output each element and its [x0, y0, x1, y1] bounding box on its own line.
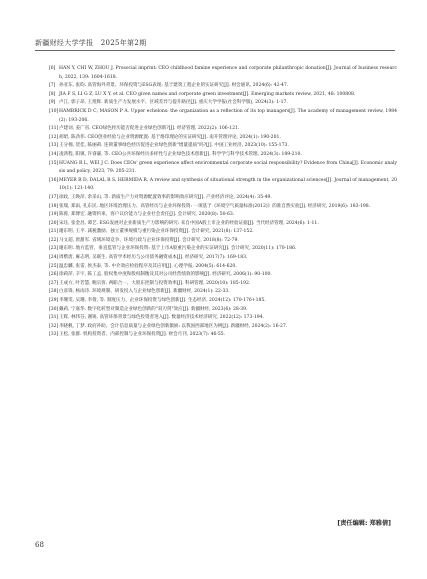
reference-number: [31]: [49, 315, 59, 321]
reference-item: [49, 203, 397, 212]
reference-item: [49, 177, 397, 194]
reference-text: 孙亚东, 张昀. 高管海外背景、环保投资与ESG表现: 基于建筑工程企业的实证研究[J]. 财会通讯, 2024(6): 42-47.: [59, 83, 289, 89]
reference-number: [21]: [49, 229, 59, 235]
reference-text: 李晓帆, 丁梦. 政府补助、会计信息质量与企业绿色创新激励: 以我国西部地区为例[J]. 新疆财经, 2024(2): 16-27.: [59, 323, 288, 329]
reference-number: [18]: [49, 203, 59, 209]
reference-item: [49, 263, 397, 272]
reference-number: [11]: [49, 126, 59, 132]
reference-text: 张瑞, 郑雨, 孔东民. 地区环境治理压力、高管经历与企业环保投资: 一项基于《环境空气质量标准(2012)》的准自然实验[J]. 经济研究, 2019(6): 183-198.: [59, 203, 371, 209]
reference-text: 王成方, 叶若慧, 鲍宗客. 两职合一、大股东控制与投资效率[J]. 科研管理, 2020(10): 185-192.: [59, 280, 251, 286]
reference-number: [32]: [49, 323, 59, 329]
reference-text: 胡珺, 陈劲伟. CEO创业经验与企业资源配置: 基于烙印理论的实证研究[J]. 南开管理评论, 2024(1): 190-201.: [59, 134, 281, 140]
reference-text: 王分棉, 贺佳, 陈丽莉. 连锁董事绿色经历促进企业绿色创新"增量提质"吗?[J]. 中国工业经济, 2023(10): 155-173.: [59, 143, 289, 149]
reference-item: [49, 280, 397, 289]
reference-list: [49, 65, 397, 340]
reference-item: [49, 220, 397, 229]
reference-number: [33]: [49, 332, 59, 338]
reference-item: [49, 91, 397, 100]
reference-text: JIA F S, LI G Z, LU X Y, et al. CEO given names and corporate green investment[J]. Emerging markets review, 2021, 48: 100808.: [59, 91, 356, 97]
reference-number: [23]: [49, 246, 59, 252]
reference-number: [28]: [49, 289, 59, 295]
reference-text: 马文超, 唐甜军. 省域环境竞争、环境行政与企业环保投资[J]. 会计研究, 2018(8): 72-79.: [59, 237, 239, 243]
reference-number: [17]: [49, 194, 59, 200]
reference-number: [13]: [49, 143, 59, 149]
reference-number: [22]: [49, 237, 59, 243]
responsible-editor: [责任编辑: 郑雅倩]: [337, 520, 391, 527]
reference-item: [49, 314, 397, 323]
reference-text: HAN Y, CHI W, ZHOU J. Prosocial imprint: CEO childhood famine experience and corporate philanthropic donation[J]. Journal of business research, 2022, 139: 1604-1618.: [59, 66, 397, 80]
reference-number: [29]: [49, 298, 59, 304]
reference-item: [49, 288, 397, 297]
reference-item: [49, 194, 397, 203]
reference-text: 卢建词, 姜广省. CEO绿色经历能否促进企业绿色创新?[J]. 经济管理, 2022(2): 106-121.: [59, 126, 240, 132]
reference-number: [15]: [49, 160, 59, 166]
reference-item: [49, 108, 397, 125]
reference-item: [49, 82, 397, 91]
reference-number: [16]: [49, 177, 59, 183]
reference-text: MEYER R D, DALAL R S, HERMIDA R. A review and synthesis of situational strength in the organizational sciences[J]. Journal of management, 2010(1): 121-140.: [59, 177, 397, 192]
reference-number: [24]: [49, 255, 59, 261]
reference-item: [49, 331, 397, 340]
reference-item: [49, 211, 397, 220]
reference-text: 徐政, 王焕萍, 余采山, 等. 新质生产力对资源配置效率的影响效应研究[J]. 产业经济评论, 2024(4): 35-49.: [59, 194, 272, 200]
reference-item: [49, 99, 397, 108]
reference-item: [49, 228, 397, 237]
reference-item: [49, 297, 397, 306]
reference-number: [20]: [49, 220, 59, 226]
reference-item: [49, 160, 397, 177]
reference-item: [49, 134, 397, 143]
reference-item: [49, 254, 397, 263]
reference-number: [8]: [49, 91, 56, 97]
reference-text: 宋珏, 张金昌, 谭艺. ESG发展对企业新质生产力影响的研究: 来自中国A股上市企业的经验证据[J]. 当代经济管理, 2024(6): 1-11.: [59, 220, 319, 226]
reference-number: [6]: [49, 66, 56, 71]
reference-number: [7]: [49, 83, 56, 89]
reference-text: HAMBRICK D C, MASON P A. Upper echelons: the organization as a reflection of its top managers[J]. The academy of management review, 1984(2): 193-206.: [59, 108, 397, 123]
reference-text: 戴莉, 宁嘉华. 数字化转型对制造企业绿色创新的"双刃剑"效应[J]. 新疆财经, 2023(6): 28-39.: [59, 306, 248, 312]
reference-text: 卢江, 郭子昂, 王煌辉. 新质生产力发展水平、区域差异与提升路径[J]. 重庆大学学报(社会科学版), 2024(3): 1-17.: [59, 100, 288, 106]
reference-number: [30]: [49, 306, 59, 312]
running-head: 新疆财经大学学报 2025年第2期: [35, 39, 147, 47]
reference-item: [49, 271, 397, 280]
reference-text: HUANG R L, WEI J C. Does CEOs' green experience affect environmental corporate social responsibility? Evidence from China[J]. Economic analysis and policy, 2023, 79: 205-231.: [59, 160, 397, 175]
reference-number: [14]: [49, 151, 59, 157]
reference-number: [12]: [49, 134, 59, 140]
reference-text: 李珊雯, 吴珊, 李倩, 等. 制度压力、企业环保投资与绿色创新[J]. 生态经济, 2024(12): 170-176+185.: [59, 298, 266, 304]
page-number: 68: [35, 541, 44, 549]
reference-text: 白彦锋, 杨雨诗. 环境规制、研发投入与企业绿色创新[J]. 新疆财经, 2024(1): 22-33.: [59, 289, 230, 295]
reference-text: 凌鸿程, 阳镇, 许睿谦, 等. CEO公共环保经历多样性与企业绿色技术创新[J]. 科学学与科学技术管理, 2024(3): 189-210.: [59, 151, 302, 157]
reference-item: [49, 323, 397, 332]
reference-text: 周楷唐, 麻志明, 吴联生. 高管学术经历与公司债务融资成本[J]. 经济研究, 2017(7): 169-183.: [59, 255, 248, 261]
reference-item: [49, 245, 397, 254]
reference-number: [9]: [49, 100, 56, 106]
reference-item: [49, 237, 397, 246]
reference-number: [10]: [49, 108, 59, 114]
reference-item: [49, 306, 397, 315]
reference-number: [19]: [49, 212, 59, 218]
reference-text: 徐莉萍, 辛宇, 陈工孟. 股权集中度和股权制衡及其对公司经营绩效的影响[J]. 经济研究, 2006(1): 90-100.: [59, 272, 272, 278]
reference-item: [49, 151, 397, 160]
reference-item: [49, 142, 397, 151]
reference-number: [25]: [49, 263, 59, 269]
reference-item: [49, 65, 397, 82]
reference-text: 王松, 张群. 机构投资者、内部控制与企业环保投资[J]. 财会月刊, 2023(7): 46-55.: [59, 332, 226, 338]
header-rule: [35, 50, 395, 51]
reference-text: 陈蓉, 郑博宏. 融资约束、客户议价能力与企业社会责任[J]. 会计研究, 2020(8): 50-63.: [59, 212, 235, 218]
reference-text: 王辉, 林伟芬, 谢锐. 高管环保背景与绿色投资者进入[J]. 数量经济技术经济研究, 2022(12): 173-194.: [59, 315, 264, 321]
reference-item: [49, 125, 397, 134]
reference-text: 谢东明. 地方监管、垂直监管与企业环保投资: 基于上市A股重污染企业的实证研究[J]. 会计研究, 2020(11): 170-186.: [59, 246, 297, 252]
reference-number: [27]: [49, 280, 59, 286]
reference-number: [26]: [49, 272, 59, 278]
reference-text: 谢东明, 王平. 减税激励、独立董事规模与重污染企业环保投资[J]. 会计研究, 2021(8): 137-152.: [59, 229, 254, 235]
reference-text: 温忠麟, 张雷, 侯杰泰, 等. 中介效应检验程序及其应用[J]. 心理学报, 2004(5): 614-620.: [59, 263, 237, 269]
